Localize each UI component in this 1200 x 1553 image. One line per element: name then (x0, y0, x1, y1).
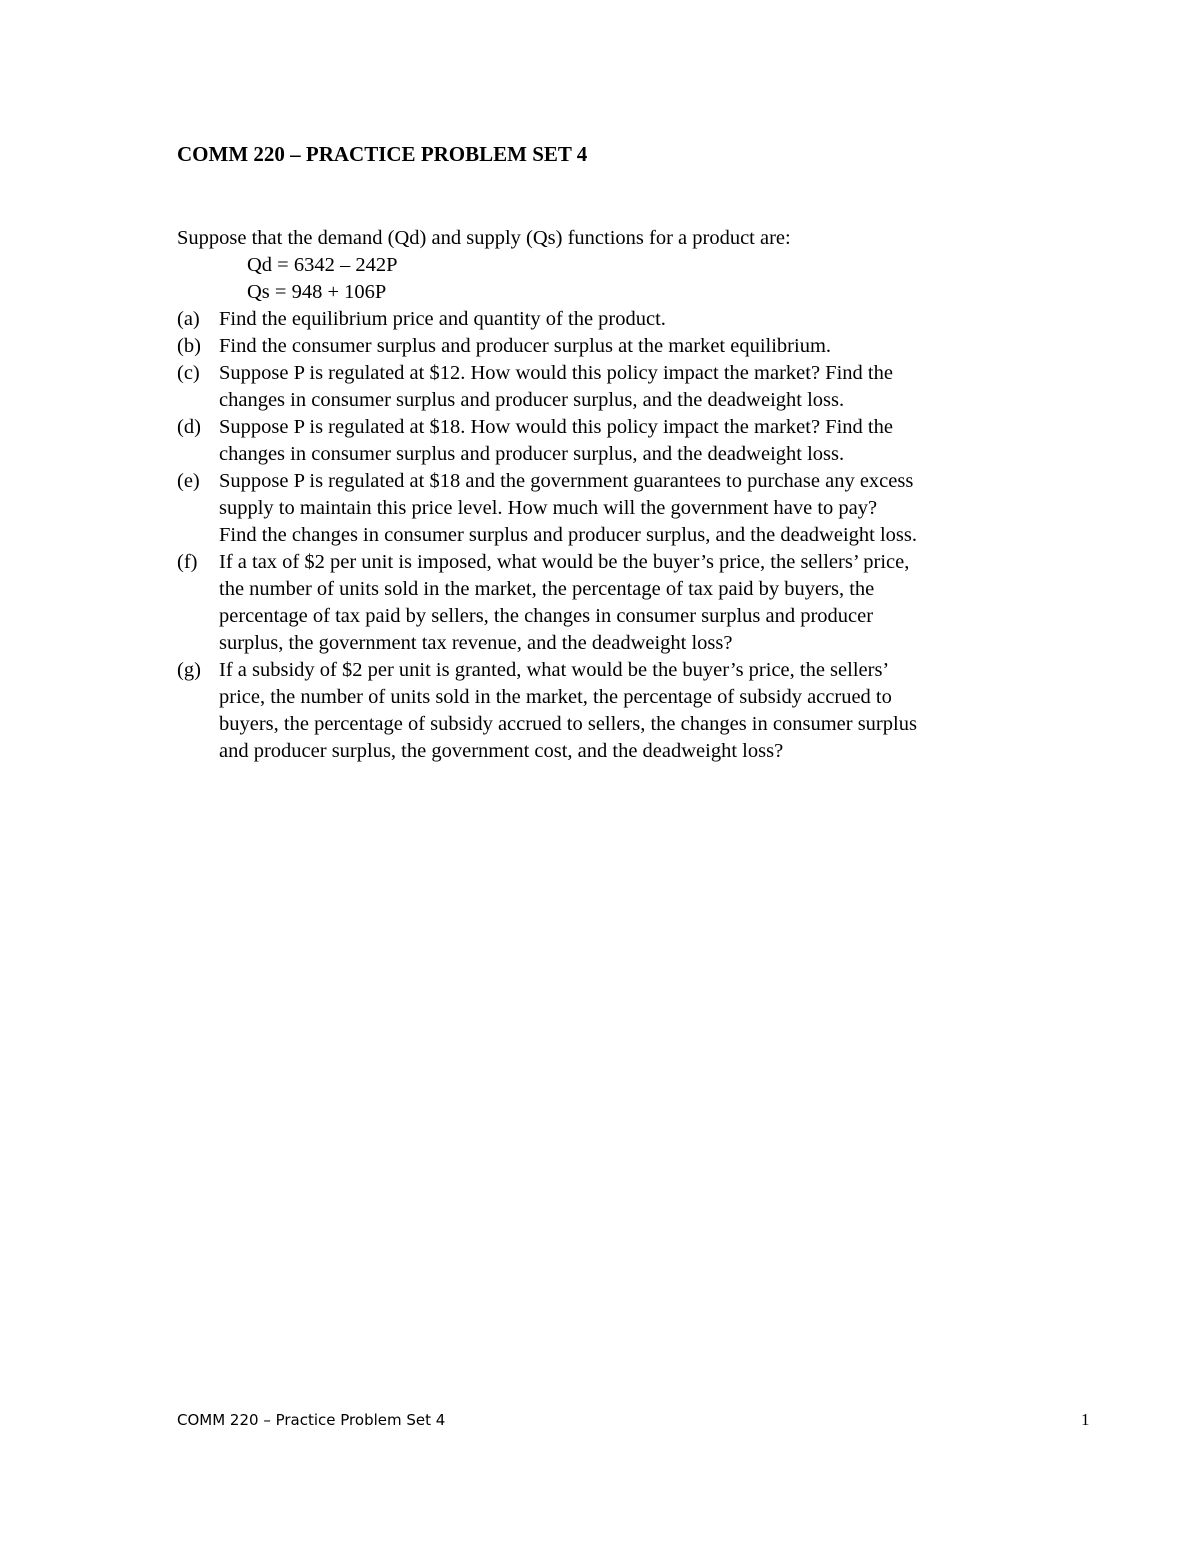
question-label: (a) (177, 308, 200, 330)
question-g (177, 657, 1037, 765)
question-e (177, 468, 1037, 549)
question-line: Find the changes in consumer surplus and producer surplus, and the deadweight loss. (219, 524, 918, 546)
question-line: buyers, the percentage of subsidy accrued to sellers, the changes in consumer surplus (219, 713, 917, 735)
question-f (177, 549, 1037, 657)
question-text (219, 657, 1037, 765)
footer-course-title: COMM 220 – Practice Problem Set 4 (177, 1411, 446, 1429)
question-text (219, 414, 1037, 468)
question-line: Suppose P is regulated at $12. How would this policy impact the market? Find the (219, 362, 893, 384)
supply-equation: Qs = 948 + 106P (247, 281, 387, 303)
question-line: price, the number of units sold in the market, the percentage of subsidy accrued to (219, 686, 892, 708)
page-number: 1 (1081, 1410, 1090, 1429)
question-line: supply to maintain this price level. How much will the government have to pay? (219, 497, 878, 519)
question-text (219, 360, 1037, 414)
question-text (219, 468, 1037, 549)
question-line: the number of units sold in the market, the percentage of tax paid by buyers, the (219, 578, 875, 600)
question-d (177, 414, 1037, 468)
question-text (219, 333, 1037, 360)
question-line: changes in consumer surplus and producer surplus, and the deadweight loss. (219, 389, 845, 411)
question-line: Suppose P is regulated at $18. How would this policy impact the market? Find the (219, 416, 893, 438)
question-text (219, 549, 1037, 657)
question-c (177, 360, 1037, 414)
problem-intro: Suppose that the demand (Qd) and supply (Qs) functions for a product are: (177, 227, 791, 249)
question-b (177, 333, 1037, 360)
question-label: (d) (177, 416, 201, 438)
document-title: COMM 220 – PRACTICE PROBLEM SET 4 (177, 142, 588, 166)
question-label: (e) (177, 470, 200, 492)
question-line: Find the consumer surplus and producer surplus at the market equilibrium. (219, 335, 832, 357)
question-a (177, 306, 1037, 333)
demand-equation: Qd = 6342 – 242P (247, 254, 398, 276)
question-line: If a subsidy of $2 per unit is granted, what would be the buyer’s price, the sellers’ (219, 659, 890, 681)
question-line: If a tax of $2 per unit is imposed, what would be the buyer’s price, the sellers’ price, (219, 551, 910, 573)
question-label: (f) (177, 551, 198, 573)
question-line: changes in consumer surplus and producer surplus, and the deadweight loss. (219, 443, 845, 465)
question-line: Suppose P is regulated at $18 and the government guarantees to purchase any excess (219, 470, 914, 492)
question-line: surplus, the government tax revenue, and the deadweight loss? (219, 632, 733, 654)
question-text (219, 306, 1037, 333)
question-line: percentage of tax paid by sellers, the changes in consumer surplus and producer (219, 605, 874, 627)
equations-block (247, 252, 398, 306)
question-list (177, 306, 1037, 765)
question-label: (g) (177, 659, 201, 681)
question-label: (b) (177, 335, 201, 357)
question-line: Find the equilibrium price and quantity of the product. (219, 308, 666, 330)
question-label: (c) (177, 362, 200, 384)
question-line: and producer surplus, the government cost, and the deadweight loss? (219, 740, 784, 762)
